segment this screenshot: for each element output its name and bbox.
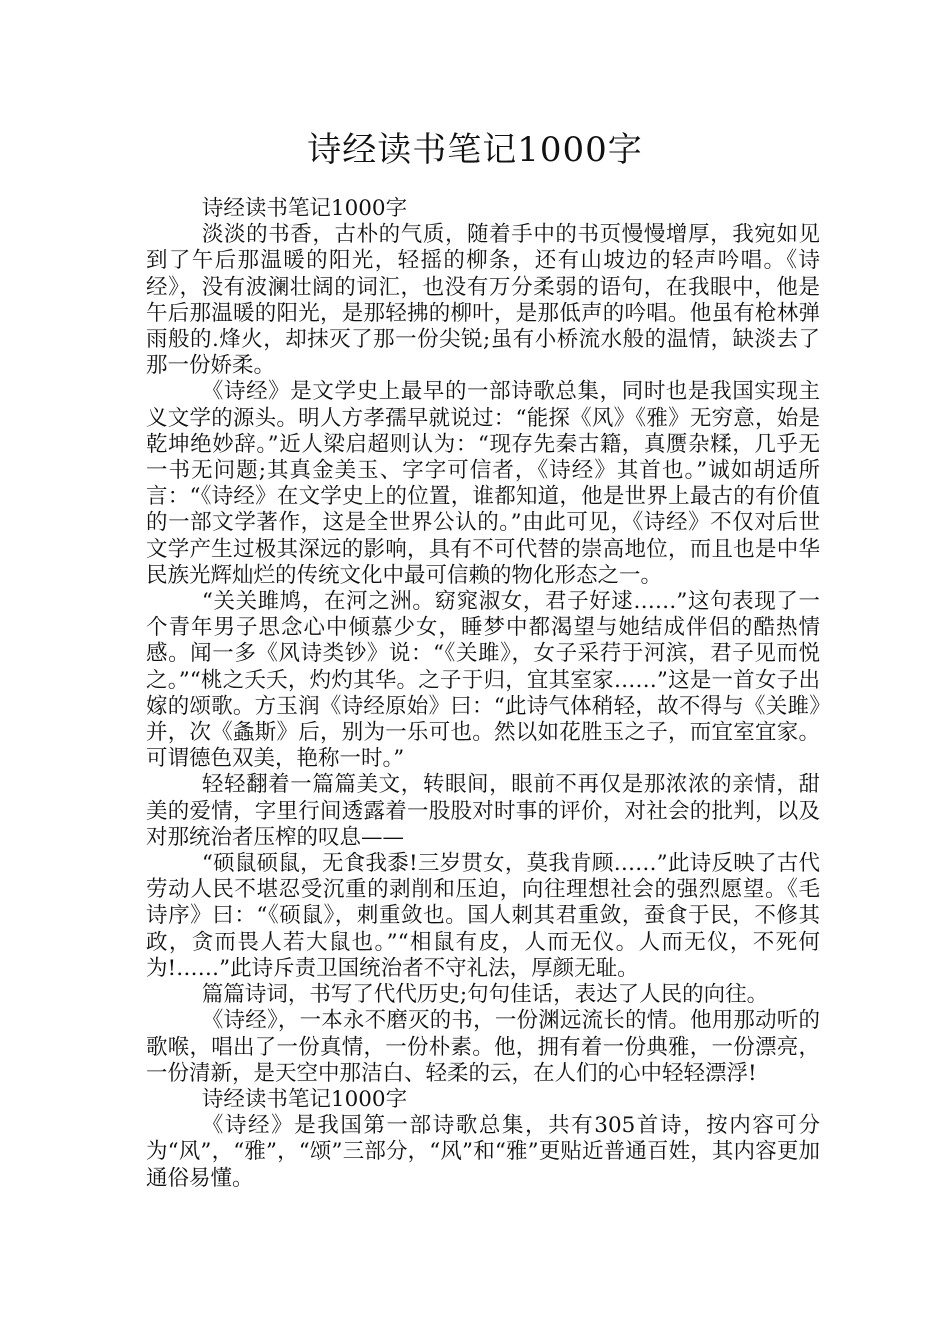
body-paragraph: 轻轻翻着一篇篇美文，转眼间，眼前不再仅是那浓浓的亲情，甜美的爱情，字里行间透露着一股股对时事的评价，对社会的批判，以及对那统治者压榨的叹息—— xyxy=(146,772,820,850)
body-paragraph: “关关雎鸠，在河之洲。窈窕淑女，君子好逑……”这句表现了一个青年男子思念心中倾慕少女，睡梦中都渴望与她结成伴侣的酷热情感。闻一多《风诗类钞》说：“《关雎》，女子采荇于河滨，君子见而悦之。”“桃之夭夭，灼灼其华。之子于归，宜其室家……”这是一首女子出嫁的颂歌。方玉润《诗经原始》曰：“此诗气体稍轻，故不得与《关雎》并，次《螽斯》后，别为一乐可也。然以如花胜玉之子，而宜室宜家。可谓德色双美，艳称一时。” xyxy=(146,589,820,772)
document-title: 诗经读书笔记1000字 xyxy=(307,130,643,170)
body-paragraph: 《诗经》是我国第一部诗歌总集，共有305首诗，按内容可分为“风”，“雅”，“颂”三部分，“风”和“雅”更贴近普通百姓，其内容更加通俗易懂。 xyxy=(146,1113,820,1191)
subtitle-paragraph: 诗经读书笔记1000字 xyxy=(201,196,408,221)
body-paragraph: 《诗经》，一本永不磨灭的书，一份渊远流长的情。他用那动听的歌喉，唱出了一份真情，一份朴素。他，拥有着一份典雅，一份漂亮，一份清新，是天空中那洁白、轻柔的云，在人们的心中轻轻漂浮! xyxy=(146,1008,820,1086)
body-paragraph: 《诗经》是文学史上最早的一部诗歌总集，同时也是我国实现主义文学的源头。明人方孝孺早就说过：“能探《风》《雅》无穷意，始是乾坤绝妙辞。”近人梁启超则认为：“现存先秦古籍，真赝杂糅，几乎无一书无问题;其真金美玉、字字可信者，《诗经》其首也。”诚如胡适所言：“《诗经》在文学史上的位置，谁都知道，他是世界上最古的有价值的一部文学著作，这是全世界公认的。”由此可见，《诗经》不仅对后世文学产生过极其深远的影响，具有不可代替的崇高地位，而且也是中华民族光辉灿烂的传统文化中最可信赖的物化形态之一。 xyxy=(146,379,820,588)
document-body xyxy=(146,196,820,1192)
body-paragraph: 篇篇诗词，书写了代代历史;句句佳话，表达了人民的向往。 xyxy=(201,982,769,1008)
body-paragraph: 淡淡的书香，古朴的气质，随着手中的书页慢慢增厚，我宛如见到了午后那温暖的阳光，轻摇的柳条，还有山坡边的轻声吟唱。《诗经》，没有波澜壮阔的词汇，也没有万分柔弱的语句，在我眼中，他是午后那温暖的阳光，是那轻拂的柳叶，是那低声的吟唱。他虽有枪林弹雨般的.烽火，却抹灭了那一份尖锐;虽有小桥流水般的温情，缺淡去了那一份娇柔。 xyxy=(146,222,820,379)
subtitle-paragraph: 诗经读书笔记1000字 xyxy=(201,1086,408,1112)
body-paragraph: “硕鼠硕鼠，无食我黍!三岁贯女，莫我肯顾……”此诗反映了古代劳动人民不堪忍受沉重的剥削和压迫，向往理想社会的强烈愿望。《毛诗序》曰：“《硕鼠》，刺重敛也。国人刺其君重敛，蚕食于民，不修其政，贪而畏人若大鼠也。”“相鼠有皮，人而无仪。人而无仪，不死何为!……”此诗斥责卫国统治者不守礼法，厚颜无耻。 xyxy=(146,851,820,981)
